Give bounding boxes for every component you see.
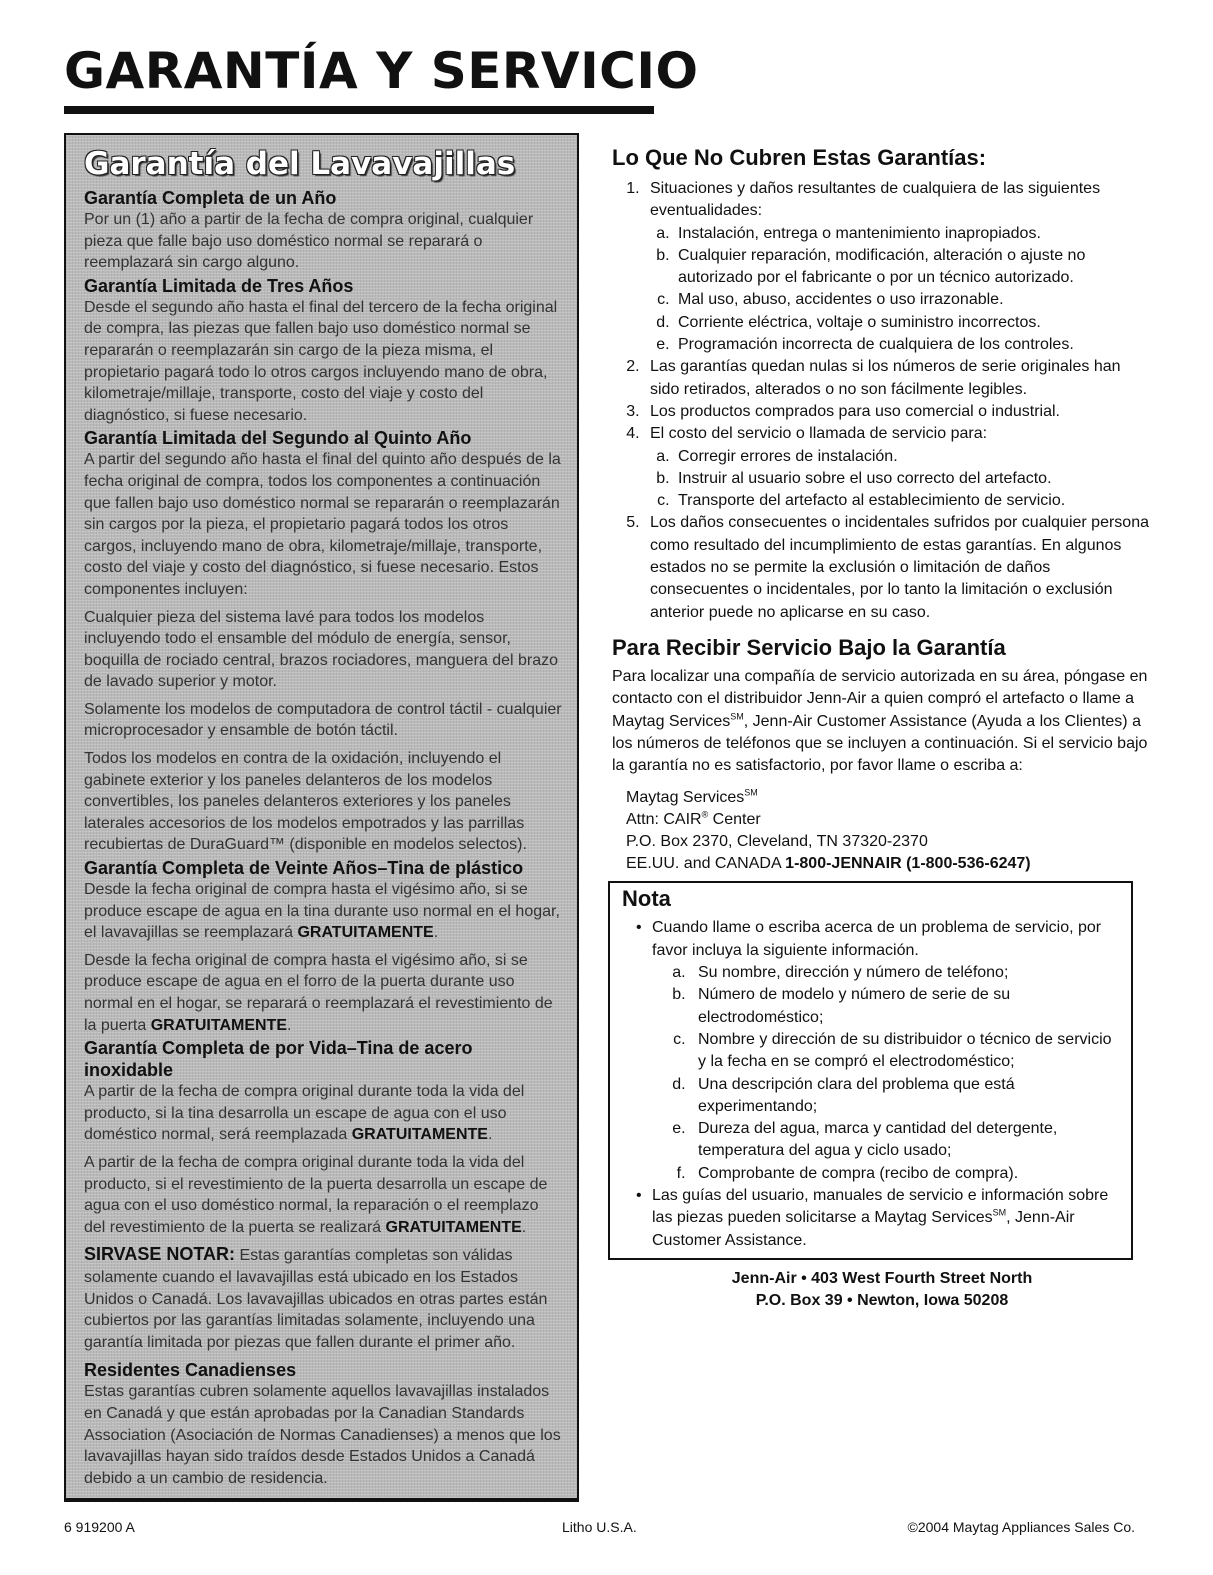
emphasis-text: GRATUITAMENTE [385,1218,522,1236]
warranty-paragraph: A partir de la fecha de compra original durante toda la vida del producto, si la tina desarrolla un escape de agua con el uso doméstico normal, será reemplazada GRATUITAMENTE. [84,1083,525,1144]
paragraph-text: Desde la fecha original de compra hasta el vigésimo año, si se produce escape de agua en el forro de la puerta durante uso normal en el hogar, se reparará o reemplazará el revestimiento de la puerta [84,951,553,1034]
warranty-paragraph: Desde la fecha original de compra hasta el vigésimo año, si se produce escape de agua en la tina durante uso normal en el hogar, el lavavajillas se reemplazará GRATUITAMENTE. [84,881,560,942]
list-item [644,178,1152,356]
warranty-section [84,857,563,1036]
note-title: Nota [622,886,671,912]
emphasis-text: GRATUITAMENTE [150,1016,287,1034]
sub-list-item: a. Instalación, entrega o mantenimiento inapropiados. [674,223,1152,245]
warranty-paragraph: A partir de la fecha de compra original durante toda la vida del producto, si el revestimiento de la puerta desarrolla un escape de agua con el uso doméstico normal, la reparación o el reemplazo del revestimiento de la puerta se realizará GRATUITAMENTE. [84,1153,548,1236]
list-item: 5. Los daños consecuentes o incidentales sufridos por cualquier persona como resultado del incumplimiento de estas garantías. En algunos estados no se permite la exclusión o limitación de daños consecuentes o incidentales, por lo tanto la limitación o exclusión anterior puede no aplicarse en su caso. [644,512,1152,623]
service-mark: SM [744,788,758,799]
emphasis-text: GRATUITAMENTE [297,924,434,942]
service-mark: SM [730,711,744,722]
list-item-text: El costo del servicio o llamada de servicio para: [650,425,988,443]
sub-list-item: d. Una descripción clara del problema que está experimentando; [690,1074,1121,1119]
sub-list-item: c. Transporte del artefacto al establecimiento de servicio. [674,490,1152,512]
exclusions-heading: Lo Que No Cubren Estas Garantías: [612,145,987,170]
registered-mark: ® [701,810,709,821]
warranty-heading: Garantía Completa de Veinte Años–Tina de plástico [84,858,524,879]
warranty-section [84,1037,563,1238]
warranty-heading: Garantía Completa de un Año [84,188,337,208]
warranty-section [84,187,563,274]
notar-paragraph [84,1244,563,1353]
list-item-text: Cuando llame o escriba acerca de un problema de servicio, por favor incluya la siguiente información. [652,919,1102,959]
address-line: EE.UU. and CANADA 1-800-JENNAIR (1-800-536-6247) [626,855,1031,873]
service-text: Para localizar una compañía de servicio autorizada en su área, póngase en contacto con el distribuidor Jenn-Air a quien compró el artefacto o llame a Maytag Services [612,667,1148,730]
service-paragraph [612,666,1152,777]
warranty-heading: Garantía Completa de por Vida–Tina de acero inoxidable [84,1038,473,1081]
list-item-text: Situaciones y daños resultantes de cualquiera de las siguientes eventualidades: [650,180,1101,220]
sub-list-item: f. Comprobante de compra (recibo de compra). [690,1163,1121,1185]
sub-list-item: e. Dureza del agua, marca y cantidad del detergente, temperatura del agua y ciclo usado; [690,1118,1121,1163]
list-item [644,423,1152,512]
sub-list-item: b. Número de modelo y número de serie de su electrodoméstico; [690,984,1121,1029]
warranty-paragraph: Estas garantías cubren solamente aquellos lavavajillas instalados en Canadá y que están aprobadas por la Canadian Standards Association (Asociación de Normas Canadienses) a menos que los lavavajillas hayan sido traídos desde Estados Unidos a Canadá debido a un cambio de residencia. [84,1383,561,1487]
sub-list-item: b. Cualquier reparación, modificación, alteración o ajuste no autorizado por el fabricante o por un técnico autorizado. [674,245,1152,290]
sub-list-item: c. Mal uso, abuso, accidentes o uso irrazonable. [674,289,1152,311]
footer-litho: Litho U.S.A. [562,1519,637,1535]
emphasis-text: GRATUITAMENTE [351,1126,488,1144]
warranty-paragraph: Desde el segundo año hasta el final del tercero de la fecha original de compra, las piezas que fallen bajo uso doméstico normal se repararán o reemplazarán sin cargo de la pieza misma, el propietario pagará todo lo otros cargos incluyendo mano de obra, kilometraje/millaje, transporte, costo del viaje y costo del diagnóstico, si fuese necesario. [84,298,558,424]
warranty-section [84,275,563,427]
warranty-paragraph: Solamente los modelos de computadora de control táctil - cualquier microprocesador y ensamble de botón táctil. [84,700,562,740]
warranty-heading: Garantía Limitada de Tres Años [84,275,354,296]
sub-list [650,223,1152,357]
warranty-paragraph: Cualquier pieza del sistema lavé para todos los modelos incluyendo todo el ensamble del módulo de energía, sensor, boquilla de rociado central, brazos rociadores, manguera del brazo de lavado superior y motor. [84,608,559,691]
note-list [622,917,1121,1251]
address-line: Attn: CAIR® Center [626,810,761,829]
warranty-section [84,427,563,856]
address-line: P.O. Box 39 • Newton, Iowa 50208 [755,1291,1009,1309]
sub-list [650,446,1152,513]
service-heading: Para Recibir Servicio Bajo la Garantía [612,634,1006,660]
address-line: Maytag Services℠ [626,788,758,807]
warranty-section [84,1359,563,1502]
sub-list [652,962,1121,1185]
warranty-box [64,133,579,1502]
address-line: Jenn-Air • 403 West Fourth Street North [731,1269,1033,1287]
warranty-paragraph: Todos los modelos en contra de la oxidación, incluyendo el gabinete exterior y los paneles delanteros de los modelos convertibles, los paneles delanteros exteriores y los paneles laterales accesorios de los modelos empotrados y las parrillas recubiertas de DuraGuard™ (disponible en modelos selectos). [84,750,527,854]
warranty-paragraph: Por un (1) año a partir de la fecha de compra original, cualquier pieza que falle bajo uso doméstico normal se reparará o reemplazará sin cargo alguno. [84,211,534,272]
list-item: 2. Las garantías quedan nulas si los números de serie originales han sido retirados, alterados o no son fácilmente legibles. [644,356,1152,401]
paragraph-text: Desde la fecha original de compra hasta el vigésimo año, si se produce escape de agua en la tina durante uso normal en el hogar, el lavavajillas se reemplazará [84,881,560,942]
sub-list-item: d. Corriente eléctrica, voltaje o suministro incorrectos. [674,312,1152,334]
note-box [608,881,1133,1259]
warranty-paragraph [84,1495,563,1502]
service-text: , Jenn-Air Customer Assistance (Ayuda a los Clientes) a los números de teléfonos que se incluyen a continuación. Si el servicio bajo la garantía no es satisfactorio, por favor llame o escriba a: [612,712,1148,775]
sub-list-item: b. Instruir al usuario sobre el uso correcto del artefacto. [674,468,1152,490]
exclusions-list [612,178,1152,624]
list-item [638,917,1121,1185]
service-address [626,787,1152,875]
title-rule [64,106,654,114]
footer-part-number: 6 919200 A [64,1519,135,1535]
warranty-heading: Garantía Limitada del Segundo al Quinto Año [84,428,472,449]
list-item: 3. Los productos comprados para uso comercial o industrial. [644,401,1152,423]
warranty-paragraph: Desde la fecha original de compra hasta el vigésimo año, si se produce escape de agua en el forro de la puerta durante uso normal en el hogar, se reparará o reemplazará el revestimiento de la puerta GRATUITAMENTE. [84,951,553,1034]
footer-copyright: ©2004 Maytag Appliances Sales Co. [907,1519,1135,1535]
list-item: • Las guías del usuario, manuales de servicio e información sobre las piezas pueden solicitarse a Maytag Services℠, Jenn-Air Customer Assistance. [638,1185,1121,1252]
service-mark: SM [992,1207,1007,1218]
sub-list-item: e. Programación incorrecta de cualquiera de los controles. [674,334,1152,356]
phone-number: 1-800-JENNAIR (1-800-536-6247) [785,855,1031,873]
right-column [612,144,1152,1312]
paragraph-text: A partir de la fecha de compra original durante toda la vida del producto, si la tina desarrolla un escape de agua con el uso doméstico normal, será reemplazada [84,1083,525,1144]
warranty-paragraph: A partir del segundo año hasta el final del quinto año después de la fecha original de compra, todos los componentes a continuación que fallen bajo uso doméstico normal se repararán o reemplazarán sin cargos por la pieza, el propietario pagará todos los otros cargos, incluyendo mano de obra, kilometraje/millaje, transporte, costo del viaje y costo del diagnóstico, si fuese necesario. Estos componentes incluyen: [84,451,561,598]
sub-list-item: a. Corregir errores de instalación. [674,446,1152,468]
page-title: GARANTÍA Y SERVICIO [64,42,699,100]
warranty-title: Garantía del Lavavajillas [84,146,516,182]
notar-heading: SIRVASE NOTAR: [84,1244,236,1265]
jennair-address [612,1268,1152,1312]
paragraph-text: A partir de la fecha de compra original durante toda la vida del producto, si el revestimiento de la puerta desarrolla un escape de agua con el uso doméstico normal, la reparación o el reemplazo del revestimiento de la puerta se realizará [84,1153,548,1236]
address-line: P.O. Box 2370, Cleveland, TN 37320-2370 [626,833,928,851]
sub-list-item: a. Su nombre, dirección y número de teléfono; [690,962,1121,984]
sub-list-item: c. Nombre y dirección de su distribuidor o técnico de servicio y la fecha en se compró el electrodoméstico; [690,1029,1121,1074]
canadian-heading: Residentes Canadienses [84,1360,297,1381]
notar-text: Estas garantías completas son válidas solamente cuando el lavavajillas está ubicado en los Estados Unidos o Canadá. Los lavavajillas ubicados en otras partes están cubiertos por las garantías limitadas solamente, incluyendo una garantía limitada por piezas que fallen durante el primer año. [84,1247,548,1351]
